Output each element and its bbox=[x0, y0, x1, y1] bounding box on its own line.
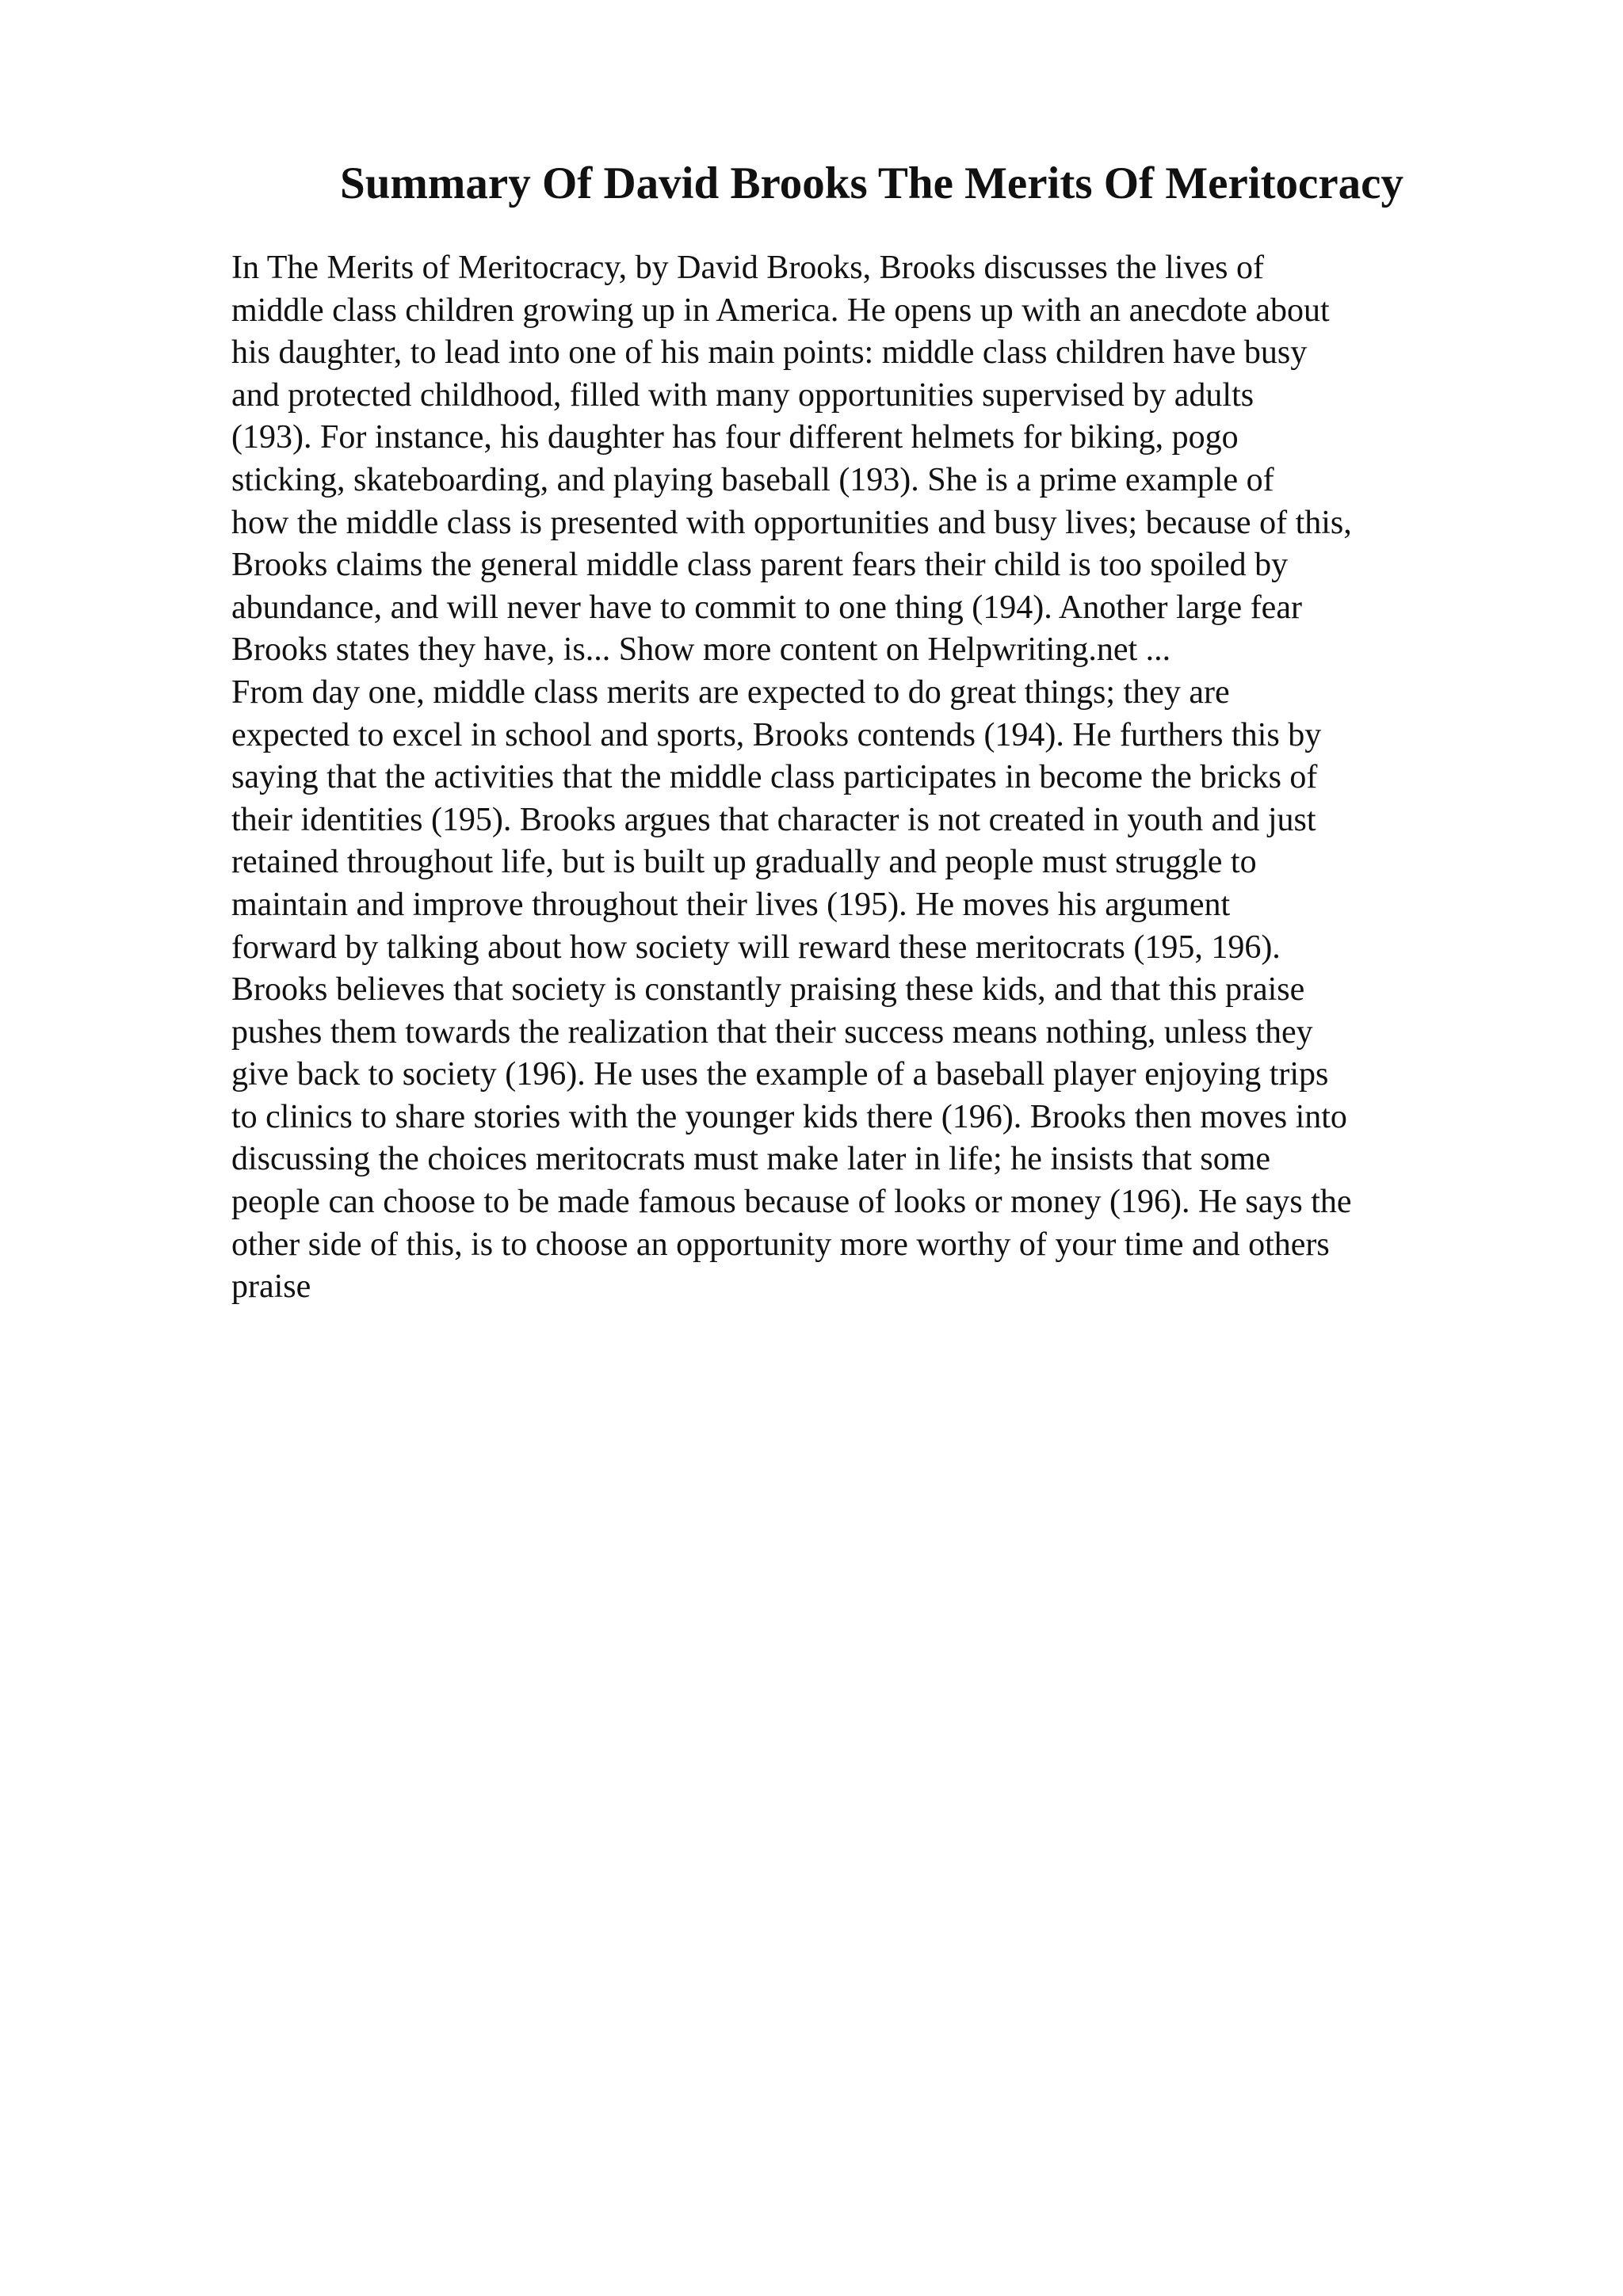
text-line: how the middle class is presented with opportunities and busy lives; because of this, bbox=[231, 504, 1352, 541]
text-line: to clinics to share stories with the younger kids there (196). Brooks then moves into bbox=[231, 1098, 1347, 1135]
text-line: Brooks believes that society is constantly praising these kids, and that this praise bbox=[231, 971, 1305, 1009]
text-line: his daughter, to lead into one of his main points: middle class children have busy bbox=[231, 334, 1308, 372]
body-text bbox=[231, 247, 1488, 1309]
page-title: Summary Of David Brooks The Merits Of Meritocracy bbox=[340, 158, 1403, 208]
text-line: sticking, skateboarding, and playing baseball (193). She is a prime example of bbox=[231, 461, 1274, 498]
text-line: middle class children growing up in America. He opens up with an anecdote about bbox=[231, 292, 1330, 329]
text-line: people can choose to be made famous because of looks or money (196). He says the bbox=[231, 1184, 1352, 1221]
text-line: other side of this, is to choose an opportunity more worthy of your time and others bbox=[231, 1226, 1330, 1263]
text-line: In The Merits of Meritocracy, by David Brooks, Brooks discusses the lives of bbox=[231, 250, 1264, 286]
text-line: discussing the choices meritocrats must make later in life; he insists that some bbox=[231, 1141, 1271, 1178]
text-line: saying that the activities that the middle class participates in become the bricks of bbox=[231, 759, 1318, 796]
text-line: pushes them towards the realization that their success means nothing, unless they bbox=[231, 1013, 1313, 1051]
text-line: expected to excel in school and sports, Brooks contends (194). He furthers this by bbox=[231, 716, 1322, 753]
text-line: retained throughout life, but is built up gradually and people must struggle to bbox=[231, 844, 1257, 881]
text-line: Brooks states they have, is... Show more content on Helpwriting.net ... bbox=[231, 631, 1171, 669]
text-line: (193). For instance, his daughter has four different helmets for biking, pogo bbox=[231, 419, 1239, 456]
text-line: praise bbox=[231, 1268, 311, 1306]
text-line: and protected childhood, filled with many opportunities supervised by adults bbox=[231, 376, 1254, 414]
text-line: maintain and improve throughout their lives (195). He moves his argument bbox=[231, 886, 1231, 923]
text-line: From day one, middle class merits are expected to do great things; they are bbox=[231, 673, 1230, 711]
text-line: give back to society (196). He uses the example of a baseball player enjoying trips bbox=[231, 1056, 1329, 1093]
text-line: abundance, and will never have to commit to one thing (194). Another large fear bbox=[231, 589, 1302, 626]
text-line: their identities (195). Brooks argues that character is not created in youth and just bbox=[231, 801, 1316, 838]
text-line: Brooks claims the general middle class parent fears their child is too spoiled by bbox=[231, 547, 1289, 584]
text-line: forward by talking about how society will reward these meritocrats (195, 196). bbox=[231, 929, 1281, 966]
